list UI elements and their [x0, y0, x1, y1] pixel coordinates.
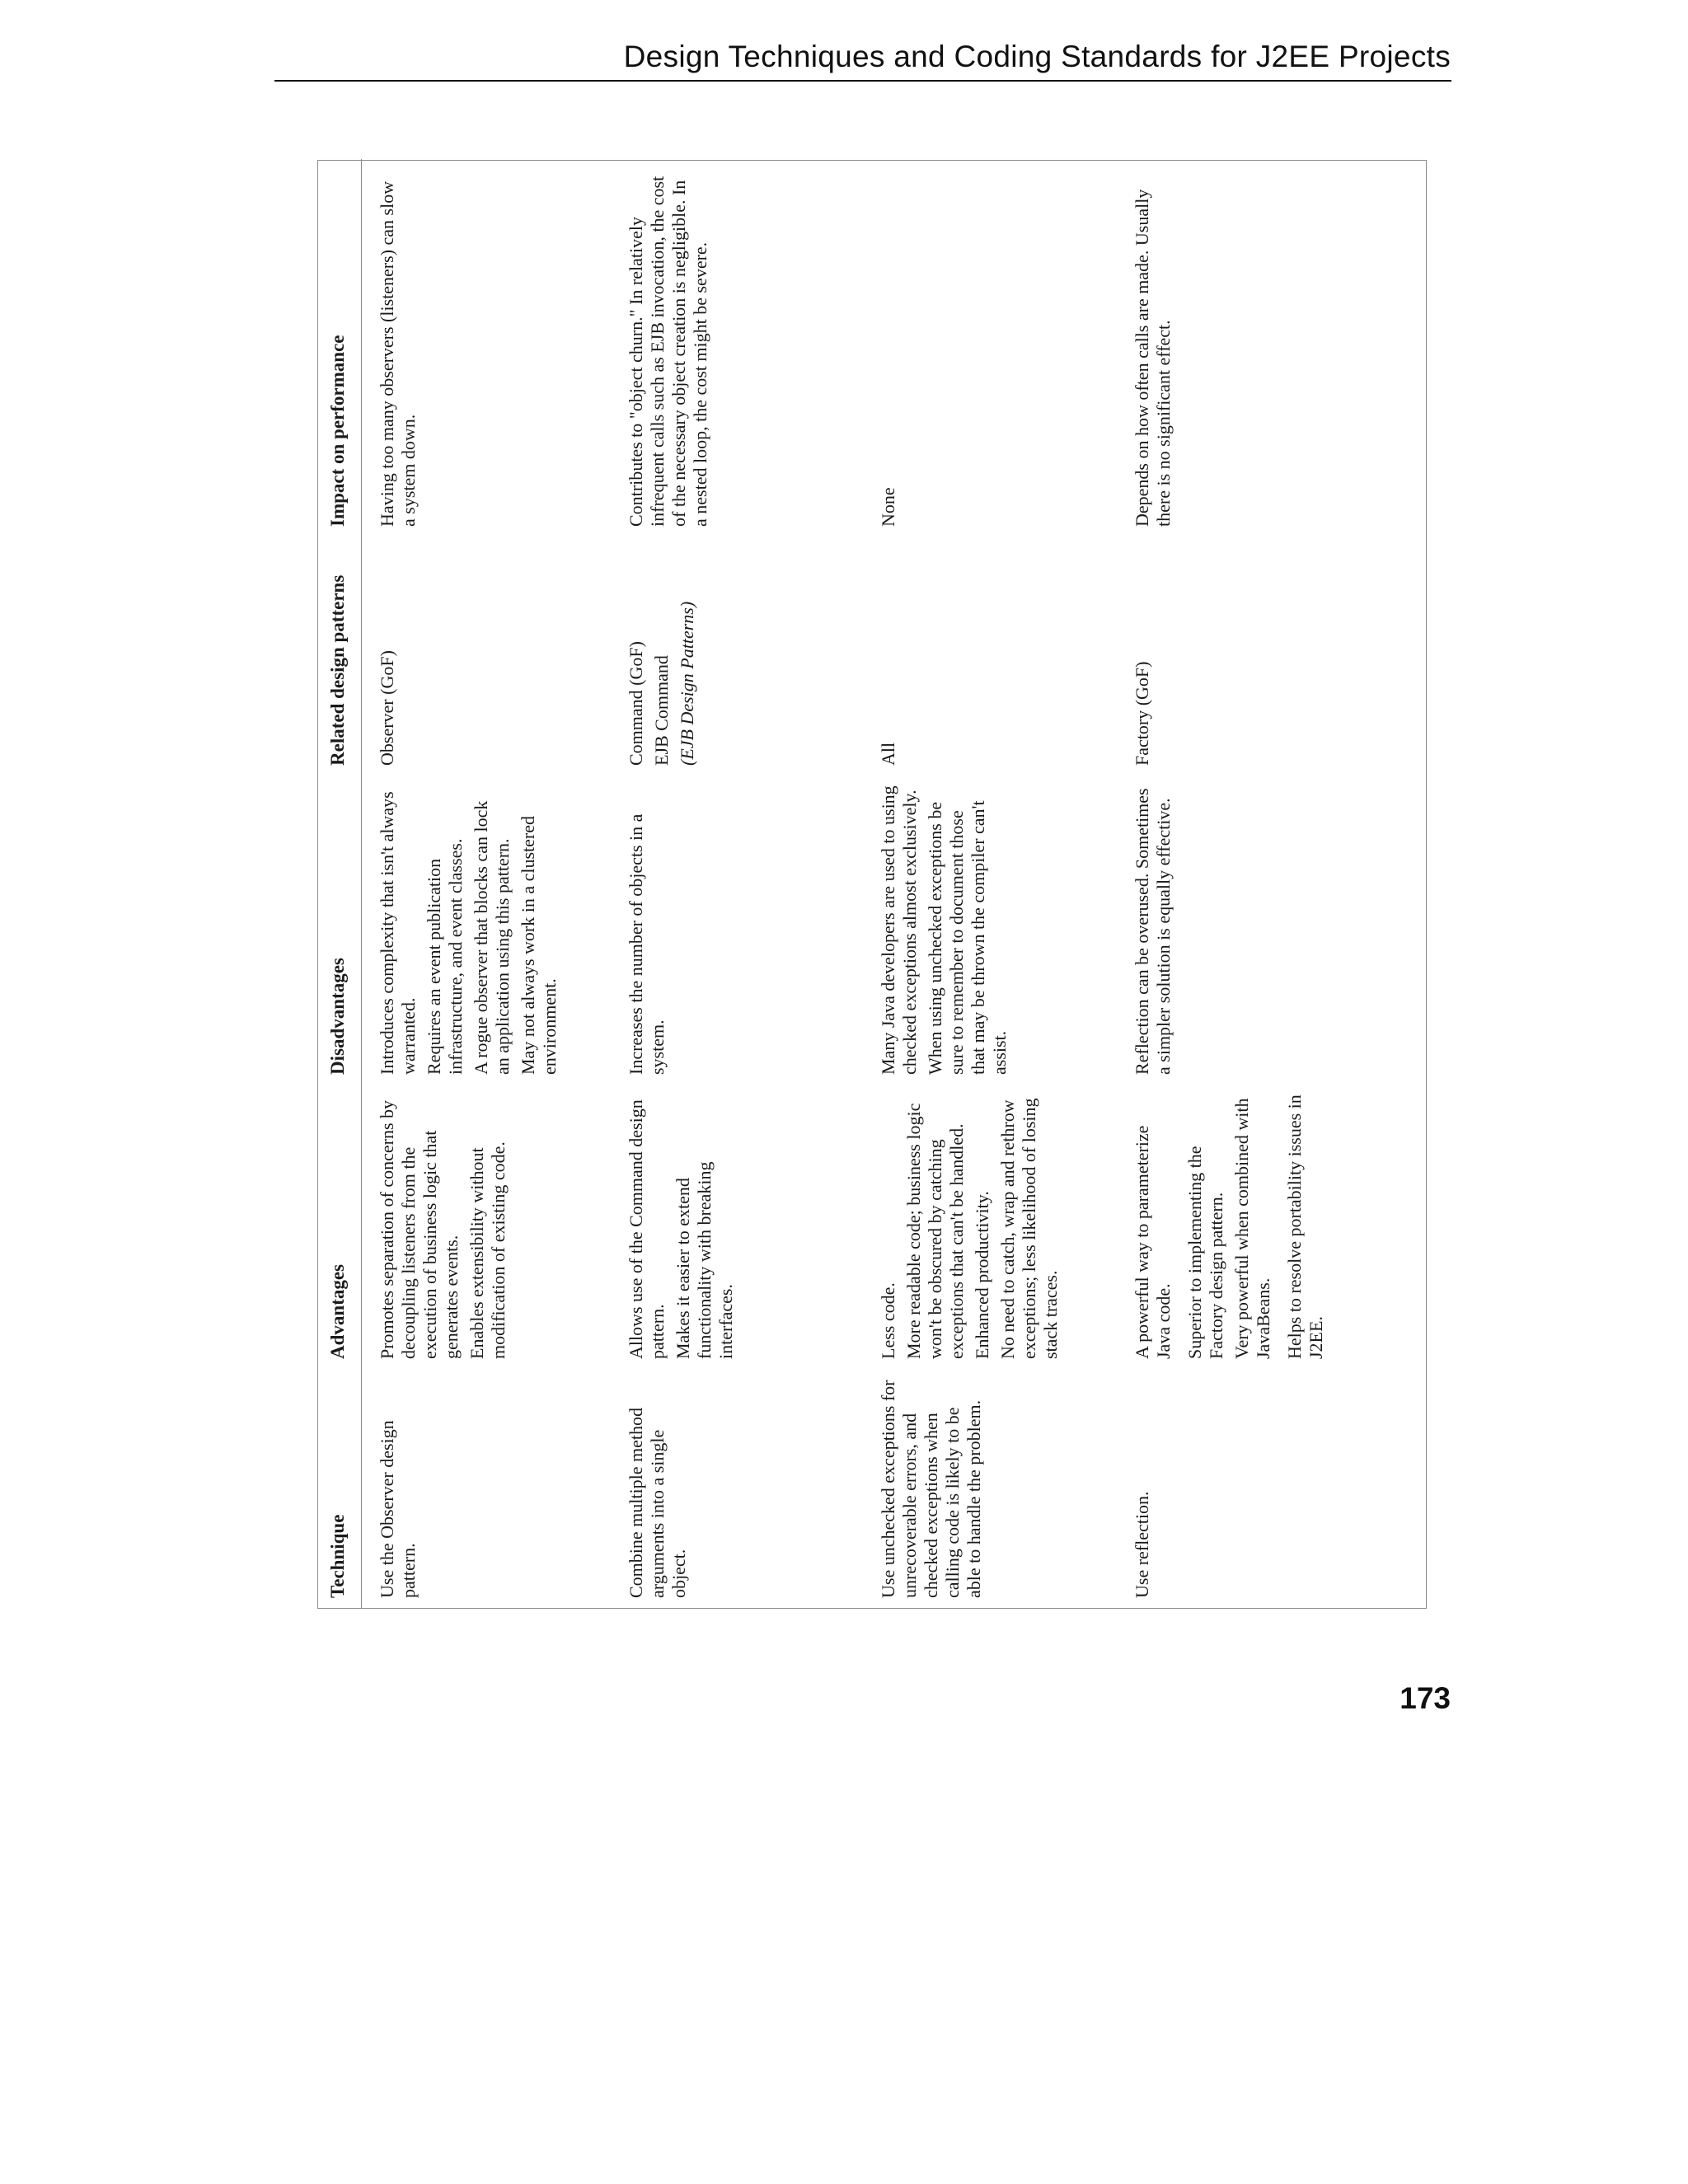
technique-cell [1117, 1369, 1418, 1608]
performance-text: None [878, 487, 898, 527]
disadvantages-cell [863, 776, 1117, 1085]
pattern-item-source: (EJB Design Patterns) [676, 601, 697, 766]
disadvantage-item: Requires an event publication infrastructure, and event classes. [423, 838, 466, 1075]
advantages-cell [863, 1085, 1117, 1369]
advantage-item: Allows use of the Command design pattern. [626, 1099, 668, 1359]
advantage-item: A powerful way to parameterize Java code. [1132, 1125, 1174, 1359]
col-header-technique: Technique [318, 1369, 362, 1608]
table-row [863, 159, 1117, 1608]
performance-text: Depends on how often calls are made. Usually there is no significant effect. [1132, 189, 1174, 527]
disadvantage-item: Reflection can be overused. Sometimes a simpler solution is equally effective. [1132, 788, 1174, 1075]
col-header-advantages: Advantages [318, 1085, 362, 1369]
patterns-cell [362, 537, 612, 776]
advantage-item: No need to catch, wrap and rethrow exceptions; less likelihood of losing stack traces. [996, 1098, 1061, 1359]
pattern-item: All [878, 742, 898, 766]
performance-cell [611, 159, 863, 537]
technique-cell [362, 1369, 612, 1608]
advantage-item: Enables extensibility without modification of existing code. [466, 1141, 509, 1359]
performance-text: Having too many observers (listeners) can slow a system down. [377, 180, 419, 527]
running-head-title: Design Techniques and Coding Standards for J2EE Projects [623, 40, 1451, 73]
disadvantages-cell [1117, 776, 1418, 1085]
disadvantages-cell [362, 776, 612, 1085]
rotated-table-container [318, 159, 1428, 1608]
technique-cell [611, 1369, 863, 1608]
advantages-cell [1117, 1085, 1418, 1369]
table-row [1117, 159, 1418, 1608]
technique-text: Use reflection. [1132, 1491, 1152, 1598]
page-number: 173 [1400, 1681, 1451, 1715]
advantages-cell [362, 1085, 612, 1369]
disadvantage-item: Many Java developers are used to using checked exceptions almost exclusively. [878, 785, 920, 1075]
advantage-item: Makes it easier to extend functionality with breaking interfaces. [672, 1161, 736, 1359]
pattern-item: EJB Command [650, 655, 672, 766]
advantage-item: More readable code; business logic won't be obscured by catching exceptions that can't be handled. [903, 1103, 967, 1359]
advantages-cell [611, 1085, 863, 1369]
col-header-performance: Impact on performance [318, 159, 362, 537]
patterns-cell [1117, 537, 1418, 776]
performance-text: Contributes to "object churn." In relatively infrequent calls such as EJB invocation, the cost of the necessary object creation is negligible. In a nested loop, the cost might be severe. [626, 176, 710, 527]
col-header-related-patterns: Related design patterns [318, 537, 362, 776]
disadvantage-item: Increases the number of objects in a system. [626, 813, 668, 1075]
table-header-row [318, 159, 362, 1608]
advantage-item: Promotes separation of concerns by decoupling listeners from the execution of business logic that generates events. [377, 1099, 462, 1359]
pattern-item: Command (GoF) [626, 641, 646, 766]
performance-cell [362, 159, 612, 537]
patterns-cell [863, 537, 1117, 776]
advantage-item: Helps to resolve portability issues in J2EE. [1283, 1094, 1326, 1359]
techniques-table [318, 159, 1418, 1608]
technique-text: Use the Observer design pattern. [377, 1420, 419, 1598]
disadvantages-cell [611, 776, 863, 1085]
technique-text: Combine multiple method arguments into a single object. [626, 1408, 689, 1598]
technique-text: Use unchecked exceptions for unrecoverable errors, and checked exceptions when calling code is likely to be able to handle the problem. [878, 1380, 984, 1598]
table-row [611, 159, 863, 1608]
techniques-table-frame [317, 160, 1427, 1609]
col-header-disadvantages: Disadvantages [318, 776, 362, 1085]
table-row [362, 159, 612, 1608]
disadvantage-item: When using unchecked exceptions be sure to remember to document those that may be thrown the compiler can't assist. [924, 800, 1010, 1075]
pattern-item: Observer (GoF) [377, 650, 397, 766]
technique-cell [863, 1369, 1117, 1608]
disadvantage-item: A rogue observer that blocks can lock an application using this pattern. [470, 800, 513, 1075]
advantage-item: Enhanced productivity. [971, 1191, 992, 1359]
pattern-item: Factory (GoF) [1132, 661, 1152, 766]
disadvantage-item: May not always work in a clustered environment. [517, 815, 560, 1075]
header-rule [274, 80, 1451, 82]
advantage-item: Less code. [878, 1282, 898, 1359]
disadvantage-item: Introduces complexity that isn't always warranted. [377, 791, 419, 1075]
performance-cell [1117, 159, 1418, 537]
advantage-item: Superior to implementing the Factory design pattern. [1184, 1146, 1226, 1359]
performance-cell [863, 159, 1117, 537]
advantage-item: Very powerful when combined with JavaBeans. [1231, 1098, 1273, 1359]
patterns-cell [611, 537, 863, 776]
